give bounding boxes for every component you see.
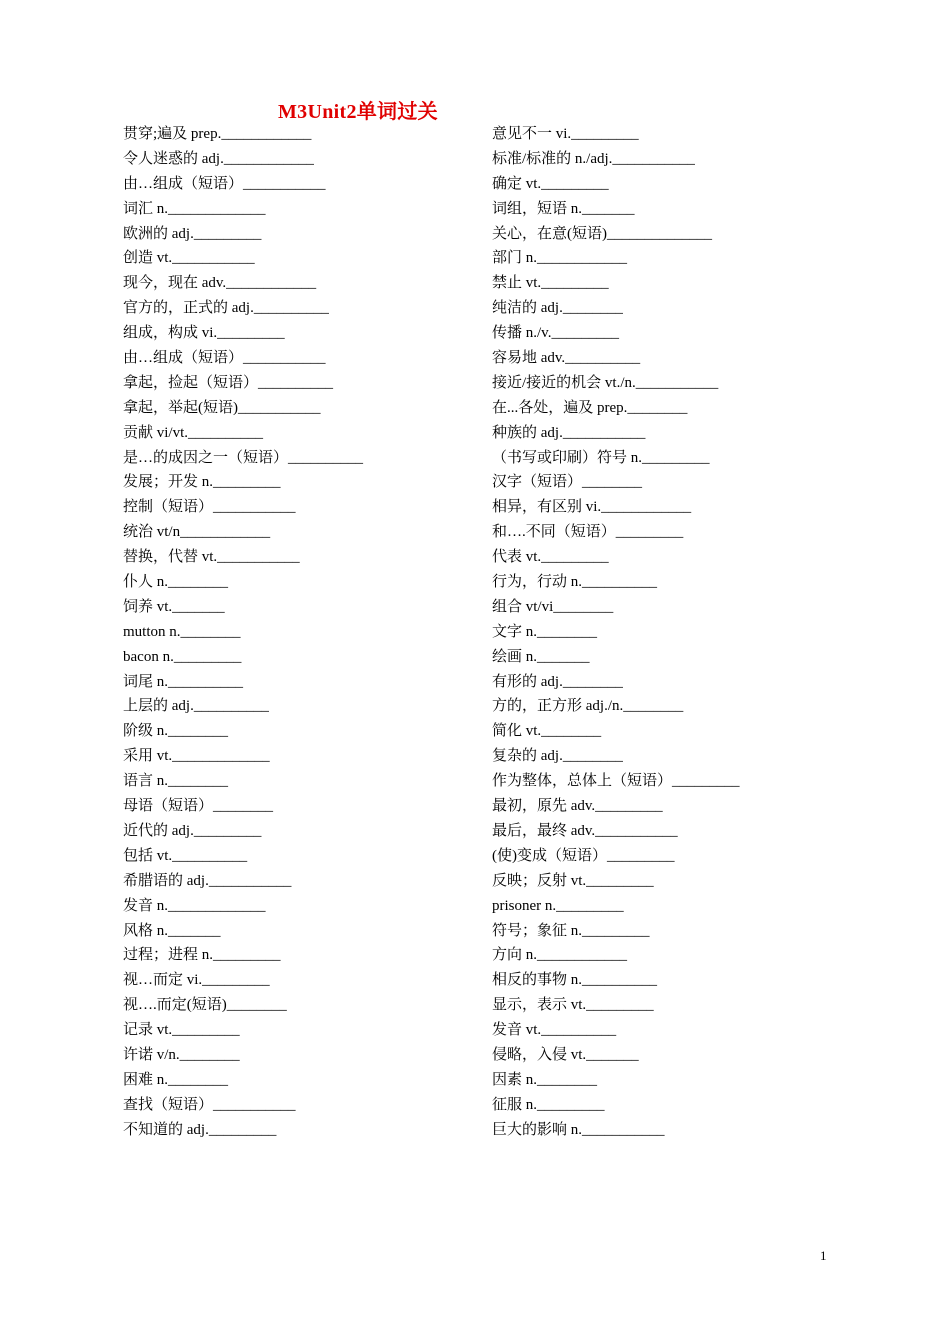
vocab-item: 近代的 adj._________	[123, 822, 262, 839]
vocab-item: 上层的 adj.__________	[123, 698, 269, 715]
vocab-item: 风格 n._______	[123, 922, 221, 939]
vocab-item: 拿起，捡起（短语）__________	[123, 374, 334, 391]
right-vocab-column	[492, 124, 852, 1145]
page-title: M3Unit2单词过关	[278, 101, 438, 123]
vocab-item: 侵略，入侵 vt._______	[492, 1046, 639, 1063]
vocab-item: 视….而定(短语)________	[123, 997, 287, 1014]
page-number: 1	[820, 1248, 827, 1263]
vocab-item: (使)变成（短语）_________	[492, 847, 675, 864]
vocab-item: 确定 vt._________	[492, 175, 609, 192]
vocab-item: 相反的事物 n.__________	[492, 972, 658, 989]
vocab-item: 是…的成因之一（短语）__________	[123, 449, 364, 466]
vocab-item: 行为，行动 n.__________	[492, 574, 658, 591]
vocab-item: 许诺 v/n.________	[123, 1046, 240, 1063]
vocab-item: 记录 vt._________	[123, 1022, 240, 1039]
vocab-item: 阶级 n.________	[123, 723, 229, 740]
vocab-item: 最后，最终 adv.___________	[492, 822, 678, 839]
vocab-item: 发音 n._____________	[123, 897, 266, 914]
vocab-item: 贯穿;遍及 prep.____________	[123, 126, 312, 142]
vocab-item: 符号；象征 n._________	[492, 922, 650, 939]
vocab-item: 反映；反射 vt._________	[492, 872, 654, 889]
vocab-item: 组成，构成 vi._________	[123, 325, 285, 342]
vocab-item: 代表 vt._________	[492, 549, 609, 566]
vocab-item: 官方的，正式的 adj.__________	[123, 300, 329, 317]
vocab-item: （书写或印刷）符号 n._________	[492, 449, 710, 466]
vocab-item: 不知道的 adj._________	[123, 1121, 277, 1138]
vocab-item: 纯洁的 adj.________	[492, 300, 623, 317]
vocab-item: 发展；开发 n._________	[123, 474, 281, 491]
vocab-item: 欧洲的 adj._________	[123, 225, 262, 242]
vocab-item: 由…组成（短语）___________	[123, 350, 326, 367]
vocab-item: 显示，表示 vt._________	[492, 997, 654, 1014]
vocab-item: 方的，正方形 adj./n.________	[492, 698, 684, 715]
vocab-item: 查找（短语）___________	[123, 1096, 296, 1113]
vocab-item: 文字 n.________	[492, 623, 598, 640]
vocab-item: 和….不同（短语）_________	[492, 524, 684, 541]
vocab-item: 令人迷惑的 adj.____________	[123, 150, 314, 167]
vocab-item: 禁止 vt._________	[492, 275, 609, 292]
vocab-item: 母语（短语）________	[123, 798, 274, 815]
vocab-item: 因素 n.________	[492, 1071, 598, 1088]
vocab-item: 词尾 n.__________	[123, 673, 244, 690]
vocab-item: 由…组成（短语）___________	[123, 175, 326, 192]
vocab-item: 采用 vt._____________	[123, 748, 270, 765]
vocab-item: 拿起，举起(短语)___________	[123, 399, 321, 416]
vocab-item: 作为整体，总体上（短语）_________	[492, 773, 740, 790]
vocab-item: 最初，原先 adv._________	[492, 798, 663, 815]
vocab-item: 现今，现在 adv.____________	[123, 275, 317, 292]
vocab-item: 包括 vt.__________	[123, 847, 248, 864]
vocab-item: 简化 vt.________	[492, 723, 602, 740]
vocab-item: 控制（短语）___________	[123, 499, 296, 516]
vocab-item: 汉字（短语）________	[492, 474, 643, 491]
vocab-item: 困难 n.________	[123, 1071, 229, 1088]
vocab-item: 容易地 adv.__________	[492, 350, 641, 367]
vocab-item: 替换，代替 vt.___________	[123, 549, 300, 566]
vocab-item: 绘画 n._______	[492, 648, 590, 665]
vocab-item: 部门 n.____________	[492, 250, 628, 267]
vocab-item: 视…而定 vi._________	[123, 972, 270, 989]
vocab-item: 巨大的影响 n.___________	[492, 1121, 665, 1138]
vocab-item: 词组，短语 n._______	[492, 200, 635, 217]
vocab-item: 意见不一 vi._________	[492, 126, 639, 142]
vocab-item: 标准/标准的 n./adj.___________	[492, 150, 695, 167]
left-vocab-column	[123, 124, 483, 1145]
vocab-item: 语言 n.________	[123, 773, 229, 790]
vocab-item: 征服 n._________	[492, 1096, 605, 1113]
vocab-item: 仆人 n.________	[123, 574, 229, 591]
vocab-item: 有形的 adj.________	[492, 673, 623, 690]
vocab-item: 接近/接近的机会 vt./n.___________	[492, 374, 719, 391]
vocab-item: 贡献 vi/vt.__________	[123, 424, 264, 441]
vocab-item: mutton n.________	[123, 623, 241, 640]
vocab-item: prisoner n._________	[492, 897, 624, 914]
vocab-item: 统治 vt/n____________	[123, 524, 271, 541]
vocab-item: 饲养 vt._______	[123, 598, 225, 615]
vocab-item: bacon n._________	[123, 648, 242, 665]
vocab-item: 相异，有区别 vi.____________	[492, 499, 692, 516]
vocab-item: 方向 n.____________	[492, 947, 628, 964]
vocab-item: 组合 vt/vi________	[492, 598, 614, 615]
vocab-item: 在...各处，遍及 prep.________	[492, 399, 688, 416]
vocab-item: 复杂的 adj.________	[492, 748, 623, 765]
vocab-item: 过程；进程 n._________	[123, 947, 281, 964]
vocab-item: 传播 n./v._________	[492, 325, 619, 342]
vocab-item: 创造 vt.___________	[123, 250, 255, 267]
vocab-item: 希腊语的 adj.___________	[123, 872, 292, 889]
vocab-item: 词汇 n._____________	[123, 200, 266, 217]
vocab-item: 发音 vt.__________	[492, 1022, 617, 1039]
vocab-item: 关心，在意(短语)______________	[492, 225, 712, 242]
vocab-item: 种族的 adj.___________	[492, 424, 646, 441]
